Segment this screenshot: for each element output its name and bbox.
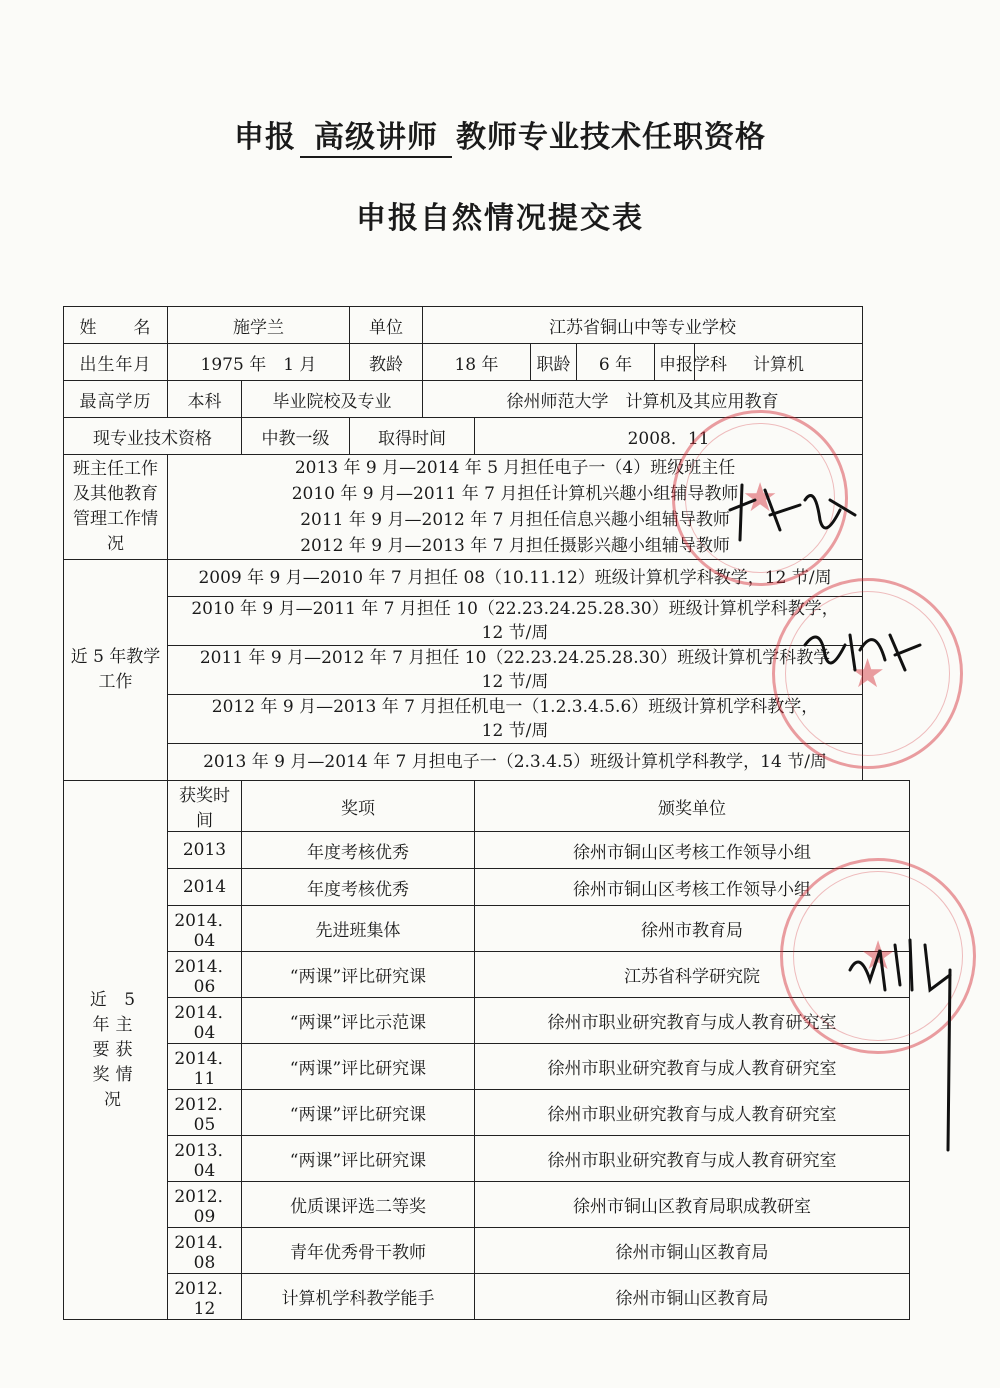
award-time: 2012．09 [168, 1182, 242, 1228]
awards-label [64, 781, 168, 1320]
title-blank-field: 高级讲师 [300, 112, 452, 158]
teaching-line: 2013 年 9 月—2014 年 7 月担电子一（2.3.4.5）班级计算机学科教学，14 节/周 [203, 752, 827, 772]
obtain-value: 2008．11 [475, 418, 863, 455]
award-time: 2014．08 [168, 1228, 242, 1274]
teaching-line: 2009 年 9 月—2010 年 7 月担任 08（10.11.12）班级计算机学科教学，12 节/周 [198, 568, 832, 588]
row-teaching [64, 646, 910, 695]
award-row [64, 952, 910, 998]
award-time: 2013．04 [168, 1136, 242, 1182]
row-name [64, 307, 910, 344]
row-teaching [64, 744, 910, 781]
awards-header-issuer: 颁奖单位 [475, 781, 910, 832]
award-issuer: 徐州市职业研究教育与成人教育研究室 [475, 1136, 910, 1182]
row-teaching [64, 560, 910, 597]
teaching-line: 2012 年 9 月—2013 年 7 月担任机电一（1.2.3.4.5.6）班级计算机学科教学， [211, 697, 819, 717]
award-row [64, 1090, 910, 1136]
duty-item: 2012 年 9 月—2013 年 7 月担任摄影兴趣小组辅导教师 [300, 536, 730, 556]
subject-label: 申报学科 [655, 344, 695, 381]
award-time: 2014．04 [168, 906, 242, 952]
row-education [64, 381, 910, 418]
teaching-line: 2011 年 9 月—2012 年 7 月担任 10（22.23.24.25.28.30）班级计算机学科教学 [199, 648, 831, 668]
title-suffix: 教师专业技术任职资格 [456, 120, 766, 155]
award-time: 2013 [168, 832, 242, 869]
title-prefix: 申报 [234, 120, 296, 155]
award-issuer: 徐州市铜山区考核工作领导小组 [475, 869, 910, 906]
award-item: “两课”评比示范课 [242, 998, 475, 1044]
school-value: 徐州师范大学 计算机及其应用教育 [423, 381, 863, 418]
award-row [64, 998, 910, 1044]
red-seal-icon: ★ [772, 578, 963, 769]
row-teaching [64, 597, 910, 646]
teaching-line-cont: 12 节/周 [481, 623, 549, 643]
award-time: 2014．04 [168, 998, 242, 1044]
edu-label: 最高学历 [64, 381, 168, 418]
award-issuer: 徐州市职业研究教育与成人教育研究室 [475, 1090, 910, 1136]
award-time: 2014 [168, 869, 242, 906]
award-row [64, 1228, 910, 1274]
duty-item: 2013 年 9 月—2014 年 5 月担任电子一（4）班级班主任 [294, 458, 736, 478]
award-row [64, 832, 910, 869]
duty-label: 班主任工作及其他教育管理工作情况 [64, 455, 168, 560]
award-issuer: 徐州市铜山区教育局 [475, 1228, 910, 1274]
teaching-line-cont: 12 节/周 [481, 672, 549, 692]
teach-years-value: 18 年 [423, 344, 531, 381]
teaching-item [168, 744, 863, 781]
job-years-value: 6 年 [577, 344, 655, 381]
award-item: “两课”评比研究课 [242, 1044, 475, 1090]
teaching-line: 2010 年 9 月—2011 年 7 月担任 10（22.23.24.25.28.30）班级计算机学科教学， [191, 599, 839, 619]
row-birth [64, 344, 910, 381]
row-qualification [64, 418, 910, 455]
award-issuer: 徐州市职业研究教育与成人教育研究室 [475, 998, 910, 1044]
award-issuer: 江苏省科学研究院 [475, 952, 910, 998]
red-seal-icon: ★ [672, 410, 848, 586]
teaching-line-cont: 12 节/周 [481, 721, 549, 741]
award-time: 2014．06 [168, 952, 242, 998]
row-awards-header [64, 781, 910, 832]
award-item: “两课”评比研究课 [242, 1136, 475, 1182]
teaching-item [168, 646, 863, 695]
award-item: “两课”评比研究课 [242, 1090, 475, 1136]
name-value: 施学兰 [168, 307, 350, 344]
application-form-table [63, 306, 910, 1320]
unit-value: 江苏省铜山中等专业学校 [423, 307, 863, 344]
award-item: 年度考核优秀 [242, 869, 475, 906]
edu-value: 本科 [168, 381, 242, 418]
award-item: 计算机学科教学能手 [242, 1274, 475, 1320]
birth-value: 1975 年 1 月 [168, 344, 350, 381]
row-duty [64, 455, 910, 560]
award-item: 年度考核优秀 [242, 832, 475, 869]
unit-label: 单位 [350, 307, 423, 344]
teaching-item [168, 597, 863, 646]
qual-value: 中教一级 [242, 418, 350, 455]
awards-header-item: 奖项 [242, 781, 475, 832]
school-label: 毕业院校及专业 [242, 381, 423, 418]
form-subtitle: 申报自然情况提交表 [356, 201, 644, 236]
duty-item: 2011 年 9 月—2012 年 7 月担任信息兴趣小组辅导教师 [300, 510, 730, 530]
award-row [64, 869, 910, 906]
award-issuer: 徐州市铜山区教育局 [475, 1274, 910, 1320]
award-issuer: 徐州市铜山区教育局职成教研室 [475, 1182, 910, 1228]
row-teaching [64, 695, 910, 744]
award-time: 2014．11 [168, 1044, 242, 1090]
name-label: 姓 名 [64, 307, 168, 344]
award-row [64, 1274, 910, 1320]
award-issuer: 徐州市职业研究教育与成人教育研究室 [475, 1044, 910, 1090]
award-row [64, 1182, 910, 1228]
award-item: 先进班集体 [242, 906, 475, 952]
teaching-item [168, 695, 863, 744]
award-issuer: 徐州市教育局 [475, 906, 910, 952]
duty-list [168, 455, 863, 560]
teaching-label: 近 5 年教学工作 [64, 560, 168, 781]
awards-header-time: 获奖时间 [168, 781, 242, 832]
red-seal-icon: ★ [780, 858, 976, 1054]
subject-value: 计算机 [695, 344, 863, 381]
birth-label: 出生年月 [64, 344, 168, 381]
form-title [0, 112, 1000, 158]
teaching-item [168, 560, 863, 597]
job-years-label: 职龄 [531, 344, 577, 381]
award-time: 2012．05 [168, 1090, 242, 1136]
teach-years-label: 教龄 [350, 344, 423, 381]
award-row [64, 1136, 910, 1182]
award-issuer: 徐州市铜山区考核工作领导小组 [475, 832, 910, 869]
duty-item: 2010 年 9 月—2011 年 7 月担任计算机兴趣小组辅导教师 [291, 484, 739, 504]
awards-label-text: 近 5 年主要获奖情况 [89, 989, 142, 1110]
award-row [64, 906, 910, 952]
award-row [64, 1044, 910, 1090]
qual-label: 现专业技术资格 [64, 418, 242, 455]
obtain-label: 取得时间 [350, 418, 475, 455]
award-item: “两课”评比研究课 [242, 952, 475, 998]
award-time: 2012．12 [168, 1274, 242, 1320]
award-item: 青年优秀骨干教师 [242, 1228, 475, 1274]
award-item: 优质课评选二等奖 [242, 1182, 475, 1228]
